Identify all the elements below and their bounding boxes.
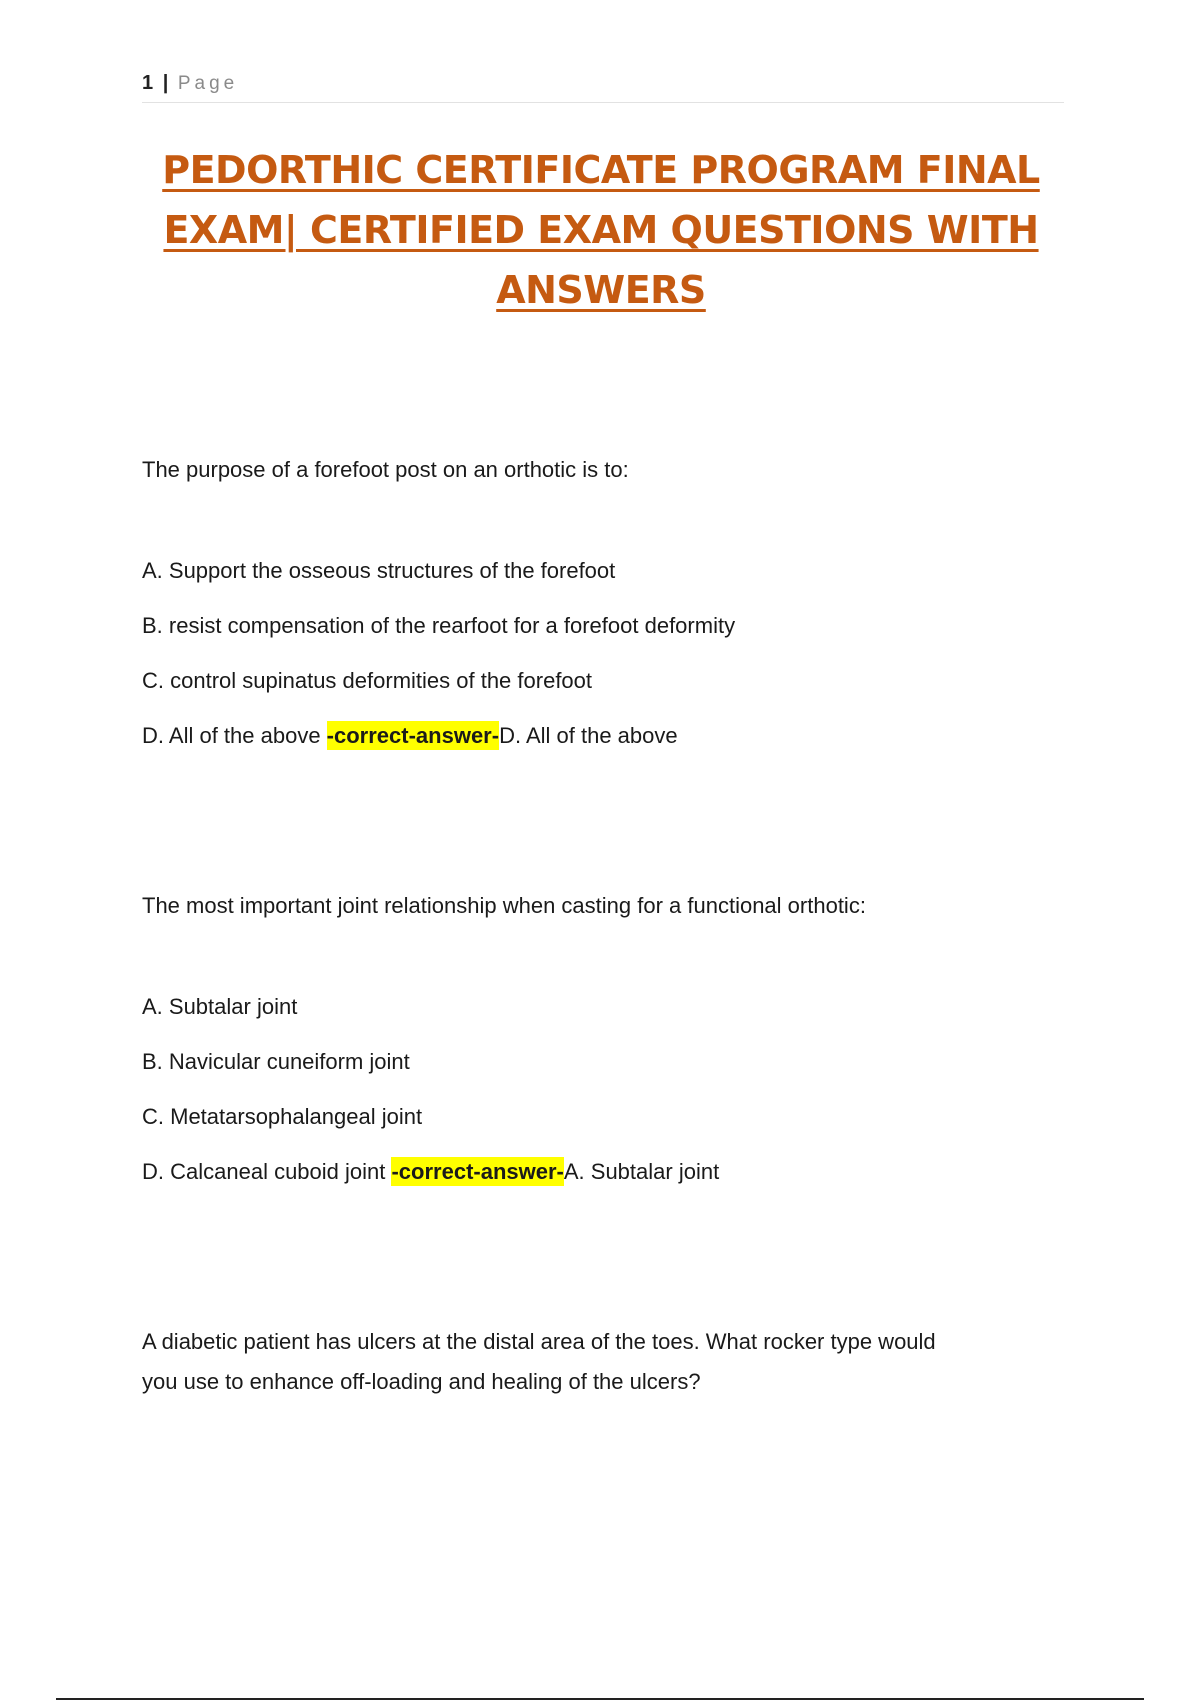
correct-answer-marker: -correct-answer-: [391, 1159, 564, 1184]
option-b: B. resist compensation of the rearfoot for a forefoot deformity: [142, 613, 736, 638]
correct-answer-marker: -correct-answer-: [326, 723, 500, 748]
option-d: [142, 1157, 1082, 1212]
document-title: [150, 140, 1052, 320]
question-block-2: [142, 886, 1082, 1212]
option-a: A. Subtalar joint: [142, 994, 298, 1019]
question-prompt: The most important joint relationship when casting for a functional orthotic:: [142, 893, 866, 918]
page-separator: |: [162, 72, 169, 94]
title-line-1: PEDORTHIC CERTIFICATE PROGRAM FINAL: [162, 148, 1040, 192]
correct-answer-text: D. All of the above: [499, 723, 678, 748]
page-label: Page: [177, 73, 239, 94]
correct-answer-text: A. Subtalar joint: [563, 1159, 720, 1184]
page-number: 1: [142, 72, 154, 94]
option-c: C. control supinatus deformities of the forefoot: [142, 668, 593, 693]
title-line-3: ANSWERS: [496, 268, 706, 312]
page-header: [142, 72, 1064, 103]
option-list: [142, 556, 1082, 776]
question-prompt-line-1: A diabetic patient has ulcers at the distal area of the toes. What rocker type would: [142, 1329, 936, 1354]
option-d-text: D. All of the above: [142, 723, 327, 748]
question-prompt-line-2: you use to enhance off-loading and healing of the ulcers?: [142, 1369, 701, 1394]
question-block-3: [142, 1322, 1082, 1402]
question-prompt: The purpose of a forefoot post on an orthotic is to:: [142, 457, 629, 482]
title-line-2: EXAM| CERTIFIED EXAM QUESTIONS WITH: [163, 208, 1039, 252]
option-a: A. Support the osseous structures of the forefoot: [142, 558, 616, 583]
option-c: C. Metatarsophalangeal joint: [142, 1104, 423, 1129]
option-d: [142, 721, 1082, 776]
option-d-text: D. Calcaneal cuboid joint: [142, 1159, 392, 1184]
question-block-1: [142, 450, 1082, 776]
option-b: B. Navicular cuneiform joint: [142, 1049, 410, 1074]
option-list: [142, 992, 1082, 1212]
